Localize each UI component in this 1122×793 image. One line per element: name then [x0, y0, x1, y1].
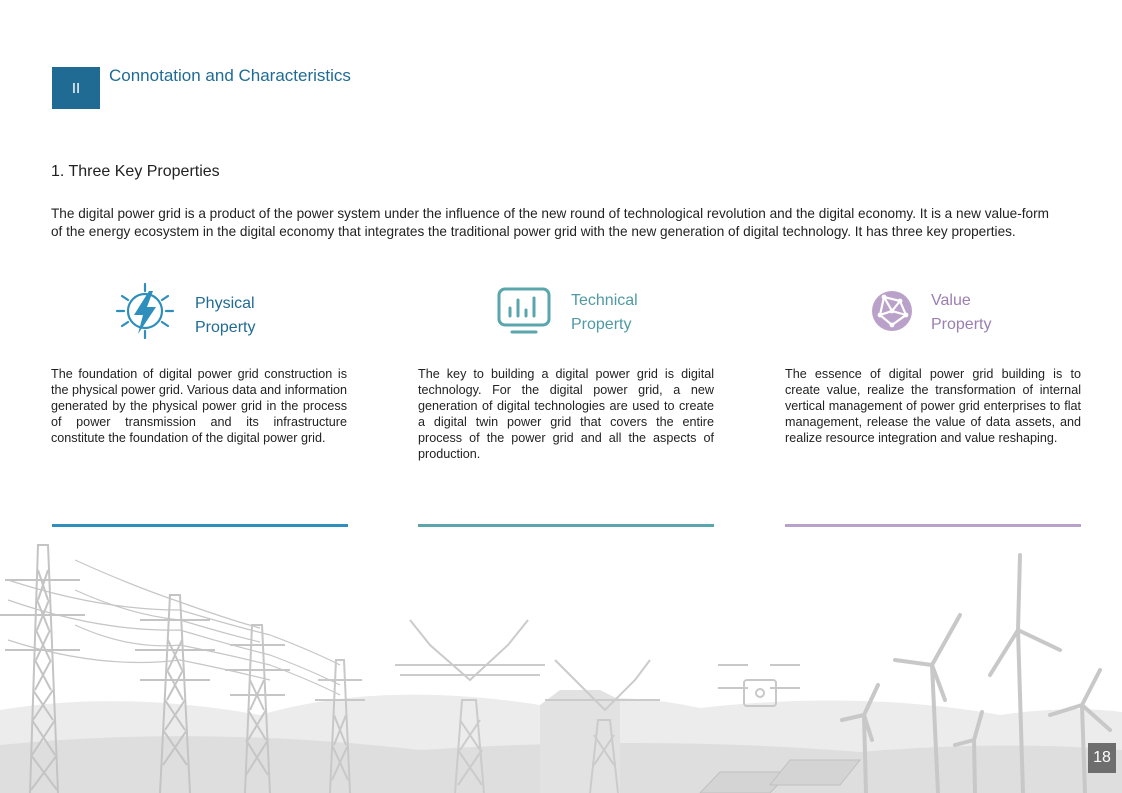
section-heading: 1. Three Key Properties — [51, 163, 220, 180]
intro-paragraph: The digital power grid is a product of the power system under the influence of the new round of technological revolution and the digital economy. It is a new value-form of the energy ecosystem in the digital economy that integrates the traditional power grid with the new generation of digital technology. It has three key properties. — [51, 206, 1049, 239]
physical-property-description: The foundation of digital power grid construction is the physical power grid. Various data and information generated by the physical power grid in the process of power transmission and its infrastructure constitute the foundation of the digital power grid. — [51, 367, 347, 445]
network-globe-icon — [870, 289, 914, 333]
value-property-divider — [785, 524, 1081, 527]
power-grid-illustration — [0, 540, 1122, 793]
lightning-gear-icon — [114, 282, 176, 340]
value-property-title: Value Property — [931, 292, 992, 333]
monitor-chart-icon — [496, 286, 552, 336]
technical-property-divider — [418, 524, 714, 527]
value-property-description: The essence of digital power grid building is to create value, realize the transformation of internal vertical management of power grid enterprises to flat management, release the value of data assets, and realize resource integration and value reshaping. — [785, 367, 1081, 445]
physical-property-title: Physical Property — [195, 295, 256, 336]
technical-property-description: The key to building a digital power grid is digital technology. For the digital power grid, a new generation of digital technologies are used to create a digital twin power grid that covers the entire process of the power grid and all the aspects of production. — [418, 367, 714, 461]
chapter-title: Connotation and Characteristics — [109, 66, 351, 85]
page-number: 18 — [1088, 743, 1116, 773]
physical-property-divider — [52, 524, 348, 527]
technical-property-title: Technical Property — [571, 292, 638, 333]
chapter-number-badge: II — [52, 67, 100, 109]
